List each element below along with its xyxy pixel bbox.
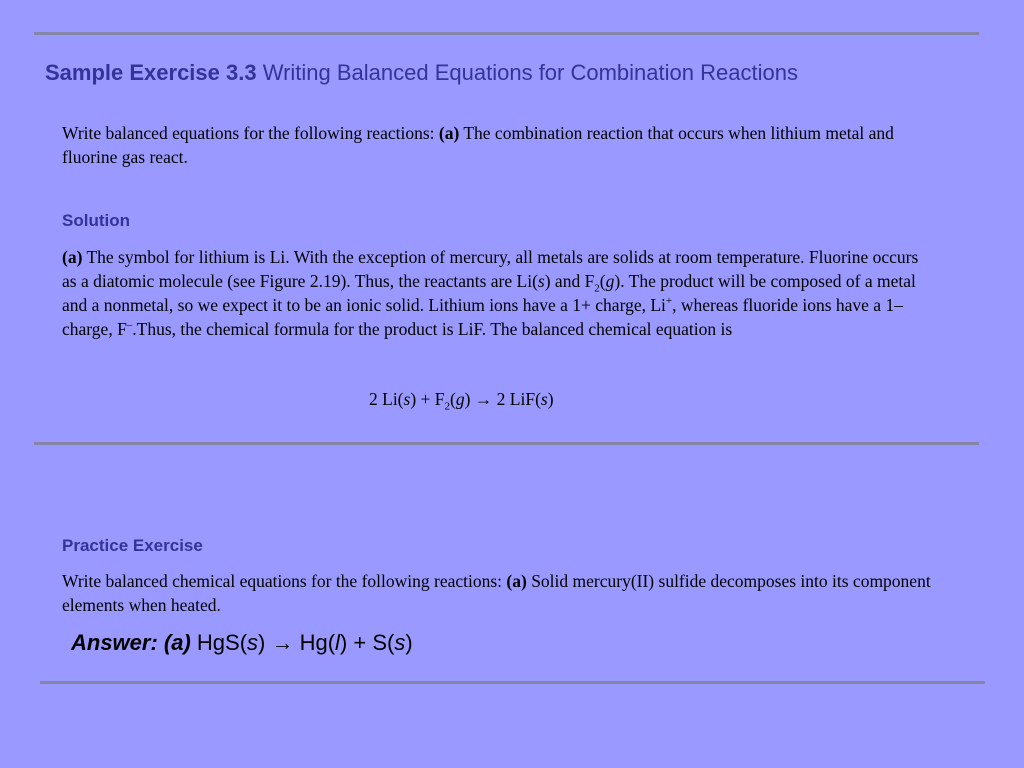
answer-line	[71, 630, 413, 656]
solution-text-3: ) and F	[544, 271, 595, 291]
solution-part-label: (a)	[62, 247, 83, 267]
equation-part-9: )	[547, 389, 554, 409]
practice-text: Solid mercury(II) sulfide decomposes into its component elements when heated.	[62, 571, 931, 615]
answer-state-l: l	[335, 630, 340, 655]
answer-state-s-1: s	[247, 630, 259, 655]
problem-part-label: (a)	[438, 123, 460, 143]
answer-label: Answer: (a)	[71, 630, 191, 655]
answer-part-3: ) → Hg(	[258, 630, 336, 655]
solution-subscript-2: 2	[594, 282, 600, 295]
bottom-divider	[40, 681, 985, 684]
answer-part-5: ) + S(	[339, 630, 395, 655]
equation-state-s-1: s	[403, 389, 411, 409]
solution-text-5: (	[599, 271, 606, 291]
slide-title	[45, 60, 798, 86]
practice-part-label: (a)	[506, 571, 527, 591]
equation-part-5: (	[450, 389, 456, 409]
middle-divider	[34, 442, 979, 445]
problem-text: The combination reaction that occurs when lithium metal and fluorine gas react.	[62, 123, 894, 167]
practice-intro: Write balanced chemical equations for the following reactions:	[62, 571, 503, 591]
solution-text-7: ). The product will be composed of a metal and a nonmetal, so we expect it to be an ionic solid. Lithium ions have a 1+ charge, Li	[62, 271, 916, 315]
equation-part-3: ) + F	[410, 389, 445, 409]
equation-state-s-2: s	[540, 389, 548, 409]
solution-text-9: , whereas fluoride ions have a 1– charge, F	[62, 295, 903, 339]
answer-part-7: )	[405, 630, 413, 655]
exercise-title: Writing Balanced Equations for Combination Reactions	[262, 60, 798, 85]
solution-state-g: g	[605, 271, 615, 291]
solution-state-s: s	[537, 271, 545, 291]
problem-statement	[62, 121, 942, 169]
solution-superscript-plus: +	[665, 295, 673, 308]
balanced-equation	[369, 389, 554, 413]
equation-subscript-2: 2	[444, 400, 451, 413]
solution-text	[62, 245, 932, 341]
solution-heading: Solution	[62, 211, 130, 230]
solution-superscript-minus: –	[126, 319, 133, 332]
solution-text-11: .Thus, the chemical formula for the product is LiF. The balanced chemical equation is	[132, 319, 733, 339]
answer-state-s-2: s	[394, 630, 406, 655]
practice-heading: Practice Exercise	[62, 536, 203, 555]
answer-part-1: HgS(	[196, 630, 248, 655]
exercise-label: Sample Exercise 3.3	[45, 60, 257, 85]
problem-intro: Write balanced equations for the following reactions:	[62, 123, 435, 143]
top-divider	[34, 32, 979, 35]
equation-part-7: ) → 2 LiF(	[464, 389, 541, 409]
equation-state-g: g	[455, 389, 465, 409]
practice-statement	[62, 569, 942, 617]
equation-part-1: 2 Li(	[369, 389, 404, 409]
solution-text-1: The symbol for lithium is Li. With the exception of mercury, all metals are solids at room temperature. Fluorine occurs as a diatomic molecule (see Figure 2.19). Thus, the reactants are Li(	[62, 247, 919, 291]
